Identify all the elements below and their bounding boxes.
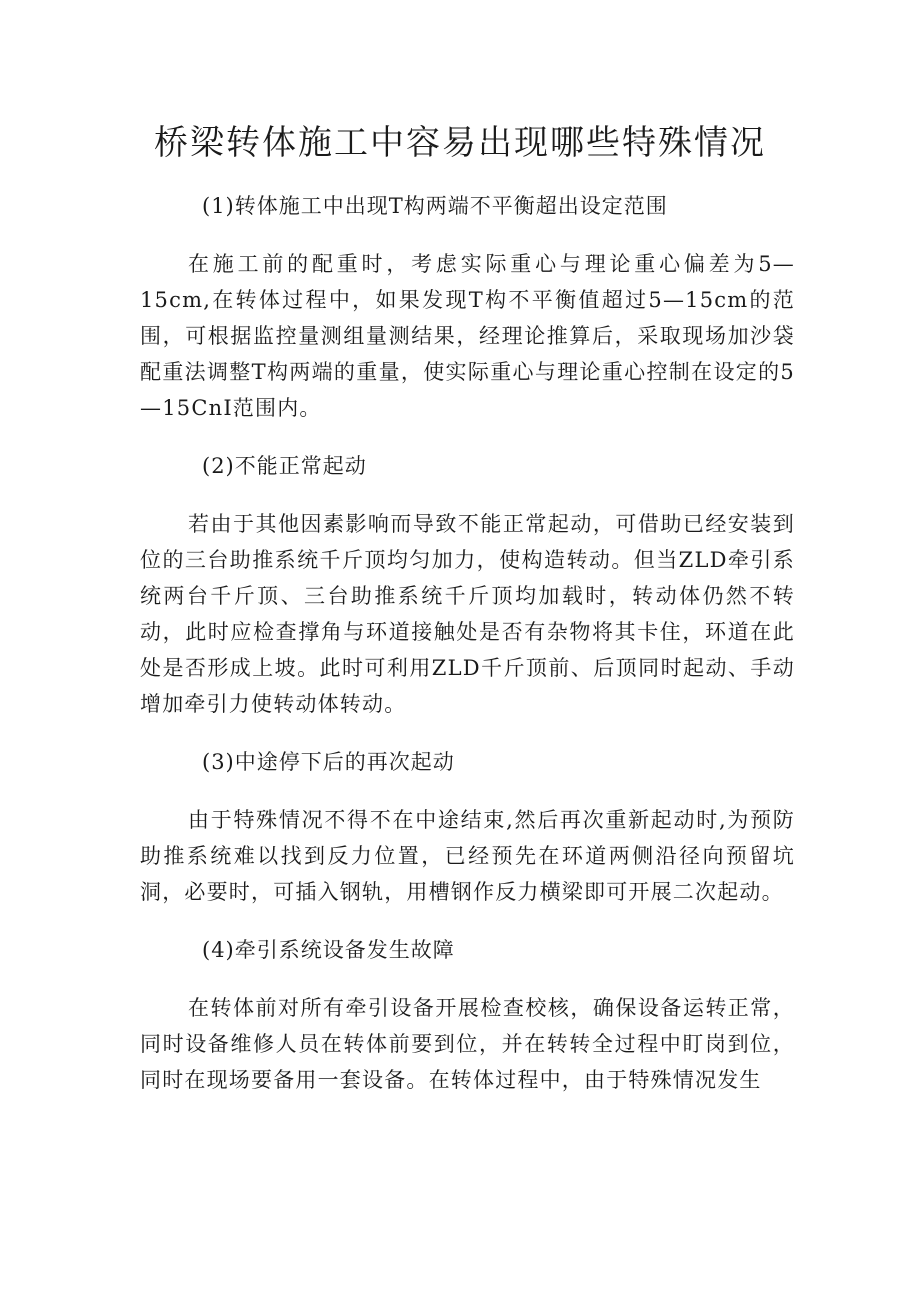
section-heading-3: (3)中途停下后的再次起动 — [202, 750, 455, 774]
section-paragraph-3: 由于特殊情况不得不在中途结束,然后再次重新起动时,为预防助推系统难以找到反力位置，已经预先在环道两侧沿径向预留坑洞，必要时，可插入钢轨，用槽钢作反力横梁即可开展二次起动。 — [140, 808, 795, 904]
section-paragraph-1: 在施工前的配重时，考虑实际重心与理论重心偏差为5—15cm,在转体过程中，如果发现T构不平衡值超过5—15cm的范围，可根据监控量测组量测结果，经理论推算后，采取现场加沙袋配重法调整T构两端的重量，使实际重心与理论重心控制在设定的5—15CnI范围内。 — [140, 252, 795, 420]
document-body — [140, 188, 795, 1120]
section-paragraph-2: 若由于其他因素影响而导致不能正常起动，可借助已经安装到位的三台助推系统千斤顶均匀加力，使构造转动。但当ZLD牵引系统两台千斤顶、三台助推系统千斤顶均加载时，转动体仍然不转动，此时应检查撑角与环道接触处是否有杂物将其卡住，环道在此处是否形成上坡。此时可利用ZLD千斤顶前、后顶同时起动、手动增加牵引力使转动体转动。 — [140, 512, 795, 716]
section-paragraph-4: 在转体前对所有牵引设备开展检查校核，确保设备运转正常，同时设备维修人员在转体前要到位，并在转转全过程中盯岗到位，同时在现场要备用一套设备。在转体过程中，由于特殊情况发生 — [140, 996, 795, 1092]
section-heading-2: (2)不能正常起动 — [202, 454, 367, 478]
section-heading-1: (1)转体施工中出现T构两端不平衡超出设定范围 — [202, 194, 668, 218]
section-heading-4: (4)牵引系统设备发生故障 — [202, 938, 455, 962]
document-title: 桥梁转体施工中容易出现哪些特殊情况 — [154, 123, 766, 163]
